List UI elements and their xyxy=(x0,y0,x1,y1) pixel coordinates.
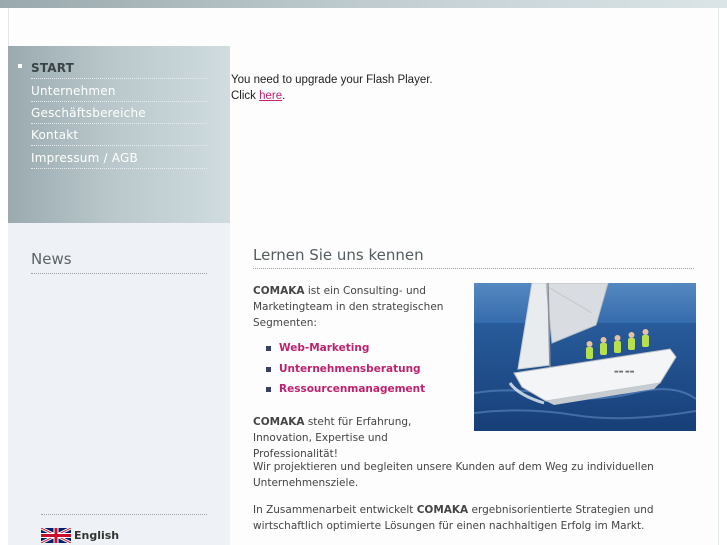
intro-rest: ist ein Consulting- und Marketingteam in den strategischen Segmenten: xyxy=(253,285,444,329)
flash-here-link[interactable]: here xyxy=(259,90,283,102)
news-divider xyxy=(31,273,207,274)
uk-flag-icon[interactable] xyxy=(41,528,71,543)
flash-click-text: Click xyxy=(231,90,256,102)
intro-text xyxy=(253,283,463,331)
flash-period: . xyxy=(282,90,286,102)
active-bullet-icon xyxy=(18,64,22,68)
paragraph-values xyxy=(253,414,463,462)
services-list xyxy=(266,340,425,402)
flash-notice xyxy=(231,72,433,104)
para1-rest: steht für Erfahrung, Innovation, Expertise und Professionalität! xyxy=(253,416,412,460)
nav-item-start[interactable]: START xyxy=(31,57,207,79)
service-ressourcenmanagement[interactable]: Ressourcenmanagement xyxy=(266,381,425,402)
nav-item-kontakt[interactable]: Kontakt xyxy=(31,124,207,146)
svg-text:▬▬ ▬▬: ▬▬ ▬▬ xyxy=(614,369,635,375)
nav-item-unternehmen[interactable]: Unternehmen xyxy=(31,80,207,102)
content-heading: Lernen Sie uns kennen xyxy=(253,246,424,264)
nav-item-geschaeftsbereiche[interactable]: Geschäftsbereiche xyxy=(31,102,207,124)
flash-upgrade-text: You need to upgrade your Flash Player. xyxy=(231,74,433,86)
brand-name: COMAKA xyxy=(253,416,305,428)
content-divider xyxy=(253,268,694,269)
para3-rest: ergebnisorientierte Strategien und wirtschaftlich optimierte Lösungen für einen nachhaltigen Erfolg im Markt. xyxy=(253,504,654,532)
paragraph-strategies xyxy=(253,502,698,534)
service-unternehmensberatung[interactable]: Unternehmensberatung xyxy=(266,361,425,382)
news-heading: News xyxy=(31,250,72,268)
brand-name: COMAKA xyxy=(416,504,469,516)
top-bar xyxy=(0,0,727,8)
language-english-link[interactable]: English xyxy=(74,529,120,542)
service-web-marketing[interactable]: Web-Marketing xyxy=(266,340,425,361)
left-column xyxy=(8,223,230,545)
sailboat-photo xyxy=(474,283,696,431)
nav-item-impressum[interactable]: Impressum / AGB xyxy=(31,147,207,169)
language-divider xyxy=(41,514,207,515)
brand-name: COMAKA xyxy=(253,285,305,297)
para3-start: In Zusammenarbeit entwickelt xyxy=(253,504,417,516)
paragraph-customers: Wir projektieren und begleiten unsere Kunden auf dem Weg zu individuellen Unternehmensziele. xyxy=(253,461,654,489)
